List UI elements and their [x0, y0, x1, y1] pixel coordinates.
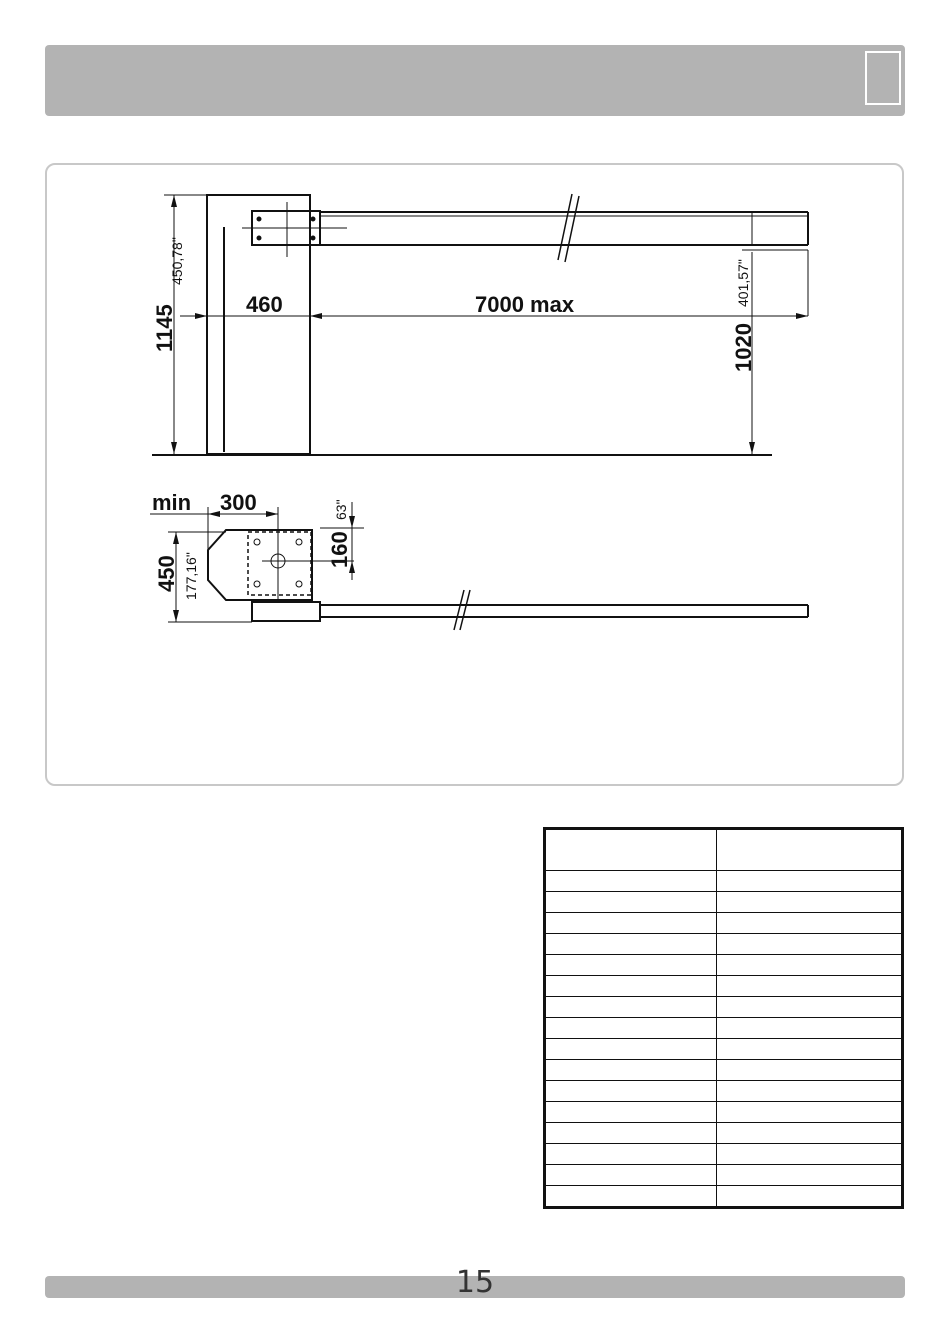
dim-label-boom-length: 7000 max	[475, 292, 575, 317]
table-cell	[717, 892, 903, 913]
table-row	[545, 871, 903, 892]
table-row	[545, 1165, 903, 1186]
header-bar	[45, 45, 905, 116]
table-cell	[545, 1165, 717, 1186]
table-row	[545, 1186, 903, 1208]
dim-label-clearance: 300	[220, 490, 257, 515]
bolt-icon	[311, 217, 315, 221]
table-cell	[717, 1018, 903, 1039]
anchor-hole-icon	[254, 539, 260, 545]
table-cell	[717, 934, 903, 955]
anchor-hole-icon	[296, 581, 302, 587]
table-cell	[717, 1060, 903, 1081]
table-row	[545, 1144, 903, 1165]
table-cell	[717, 997, 903, 1018]
dim-label-offset: 160	[327, 531, 352, 568]
table-cell	[717, 1165, 903, 1186]
table-header-row	[545, 829, 903, 871]
table-row	[545, 1081, 903, 1102]
spec-table	[543, 827, 904, 1209]
table-cell	[545, 997, 717, 1018]
table-cell	[717, 1081, 903, 1102]
table-header-cell	[717, 829, 903, 871]
break-mark	[558, 194, 579, 262]
table-cell	[717, 1039, 903, 1060]
drawing-panel	[45, 163, 904, 786]
page-number: 15	[455, 1265, 495, 1300]
table-cell	[545, 934, 717, 955]
table-cell	[717, 976, 903, 997]
table-cell	[545, 913, 717, 934]
barrier-dimension-drawing	[47, 165, 906, 788]
dim-label-height: 1145	[152, 304, 177, 352]
anchor-hole-icon	[254, 581, 260, 587]
dim-label-min: min	[152, 490, 192, 515]
bolt-icon	[311, 236, 315, 240]
table-cell	[717, 1144, 903, 1165]
dim-label-offset-in: 63"	[333, 499, 349, 520]
break-mark	[454, 590, 470, 630]
table-cell	[545, 976, 717, 997]
table-cell	[545, 1102, 717, 1123]
table-row	[545, 1039, 903, 1060]
table-cell	[717, 871, 903, 892]
table-row	[545, 955, 903, 976]
bolt-icon	[257, 217, 261, 221]
table-cell	[717, 1102, 903, 1123]
dim-label-depth: 450	[154, 555, 179, 592]
table-row	[545, 1102, 903, 1123]
table-row	[545, 1123, 903, 1144]
table-cell	[545, 1144, 717, 1165]
table-cell	[545, 1123, 717, 1144]
table-cell	[717, 955, 903, 976]
header-tab-marker	[865, 51, 901, 105]
table-cell	[545, 1039, 717, 1060]
table-cell	[717, 1186, 903, 1208]
table-cell	[717, 913, 903, 934]
table-cell	[545, 1186, 717, 1208]
table-cell	[545, 871, 717, 892]
table-row	[545, 1060, 903, 1081]
anchor-hole-icon	[296, 539, 302, 545]
table-row	[545, 892, 903, 913]
table-cell	[545, 892, 717, 913]
dim-label-depth-in: 177,16"	[183, 552, 199, 600]
dim-label-height-in: 450,78"	[169, 237, 185, 285]
cabinet-side	[207, 195, 310, 454]
table-cell	[545, 955, 717, 976]
table-cell	[545, 1018, 717, 1039]
table-header-cell	[545, 829, 717, 871]
table-cell	[545, 1081, 717, 1102]
table-cell	[545, 1060, 717, 1081]
table-row	[545, 934, 903, 955]
table-row	[545, 1018, 903, 1039]
table-row	[545, 976, 903, 997]
dim-label-boom-height-in: 401,57"	[735, 259, 751, 307]
table-cell	[717, 1123, 903, 1144]
dim-label-cabinet-width: 460	[246, 292, 283, 317]
dim-label-boom-height: 1020	[731, 323, 756, 372]
bolt-icon	[257, 236, 261, 240]
table-row	[545, 913, 903, 934]
boom-holder	[252, 602, 320, 621]
arrow-icon	[749, 442, 755, 454]
table-row	[545, 997, 903, 1018]
